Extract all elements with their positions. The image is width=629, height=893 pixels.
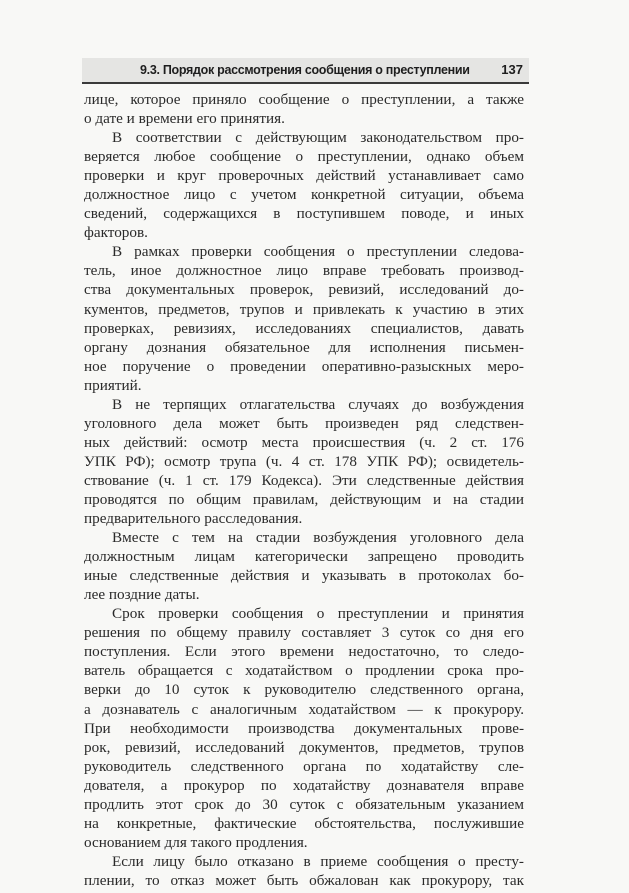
text-line: иные следственные действия и указывать в протоколах бо- bbox=[84, 567, 524, 585]
text-line: на конкретные, фактические обстоятельства, послужившие bbox=[84, 814, 524, 832]
text-line: плении, то отказ может быть обжалован как прокурору, так bbox=[84, 871, 524, 889]
text-line: приятий. bbox=[84, 376, 142, 394]
paragraph-first-line: В не терпящих отлагательства случаях до возбуждения bbox=[112, 395, 524, 413]
text-line: ных действий: осмотр места происшествия (ч. 2 ст. 176 bbox=[84, 433, 524, 451]
text-line: предварительного расследования. bbox=[84, 510, 303, 528]
paragraph-first-line: В рамках проверки сообщения о преступлении следова- bbox=[112, 243, 524, 261]
text-line: рок, ревизий, исследований документов, предметов, трупов bbox=[84, 738, 524, 756]
text-line: основанием для такого продления. bbox=[84, 833, 308, 851]
text-line: проверках, ревизиях, исследованиях специалистов, давать bbox=[84, 319, 524, 337]
text-line: сведений, содержащихся в поступившем поводе, и иных bbox=[84, 205, 524, 223]
text-line: ватель обращается с ходатайством о продлении срока про- bbox=[84, 662, 524, 680]
text-line: УПК РФ); осмотр трупа (ч. 4 ст. 178 УПК РФ); освидетель- bbox=[84, 452, 524, 470]
text-line: органу дознания обязательное для исполнения письмен- bbox=[84, 338, 524, 356]
running-header bbox=[82, 58, 529, 84]
text-line: тель, иное должностное лицо вправе требовать производ- bbox=[84, 262, 524, 280]
text-line: продлить этот срок до 30 суток с обязательным указанием bbox=[84, 795, 524, 813]
paragraph-first-line: В соответствии с действующим законодательством про- bbox=[112, 129, 524, 147]
text-line: решения по общему правилу составляет 3 суток со дня его bbox=[84, 624, 524, 642]
text-line: ства документальных проверок, ревизий, исследований до- bbox=[84, 281, 524, 299]
text-line: а дознаватель с аналогичным ходатайством — к прокурору. bbox=[84, 700, 524, 718]
text-line: веряется любое сообщение о преступлении, однако объем bbox=[84, 148, 524, 166]
text-line: поступления. Если этого времени недостаточно, то следо- bbox=[84, 643, 524, 661]
text-line: факторов. bbox=[84, 224, 148, 242]
text-line: ствование (ч. 1 ст. 179 Кодекса). Эти следственные действия bbox=[84, 471, 524, 489]
text-line: дователя, а прокурор по ходатайству дознавателя вправе bbox=[84, 776, 524, 794]
text-line: должностное лицо с учетом конкретной ситуации, объема bbox=[84, 186, 524, 204]
text-line: должностным лицам категорически запрещено проводить bbox=[84, 548, 524, 566]
text-line: руководитель следственного органа по ходатайству сле- bbox=[84, 757, 524, 775]
running-title: 9.3. Порядок рассмотрения сообщения о преступлении bbox=[140, 63, 470, 77]
paragraph-first-line: Если лицу было отказано в приеме сообщения о престу- bbox=[112, 852, 524, 870]
text-line: кументов, предметов, трупов и привлекать к участию в этих bbox=[84, 300, 524, 318]
text-line: При необходимости производства документальных прове- bbox=[84, 719, 524, 737]
text-line: проверки и круг проверочных действий устанавливает само bbox=[84, 167, 524, 185]
text-line: верки до 10 суток к руководителю следственного органа, bbox=[84, 681, 524, 699]
paragraph-first-line: Срок проверки сообщения о преступлении и принятия bbox=[112, 605, 524, 623]
text-line: лице, которое приняло сообщение о преступлении, а также bbox=[84, 91, 524, 108]
text-line: ное поручение о проведении оперативно-разыскных меро- bbox=[84, 357, 524, 375]
text-line: уголовного дела может быть произведен ряд следствен- bbox=[84, 414, 524, 432]
text-line: проводятся по общим правилам, действующим и на стадии bbox=[84, 490, 524, 508]
text-line: о дате и времени его принятия. bbox=[84, 110, 285, 128]
page-number: 137 bbox=[501, 62, 523, 77]
body-text bbox=[84, 90, 524, 890]
paragraph-first-line: Вместе с тем на стадии возбуждения уголовного дела bbox=[112, 529, 524, 547]
text-line: лее поздние даты. bbox=[84, 586, 200, 604]
